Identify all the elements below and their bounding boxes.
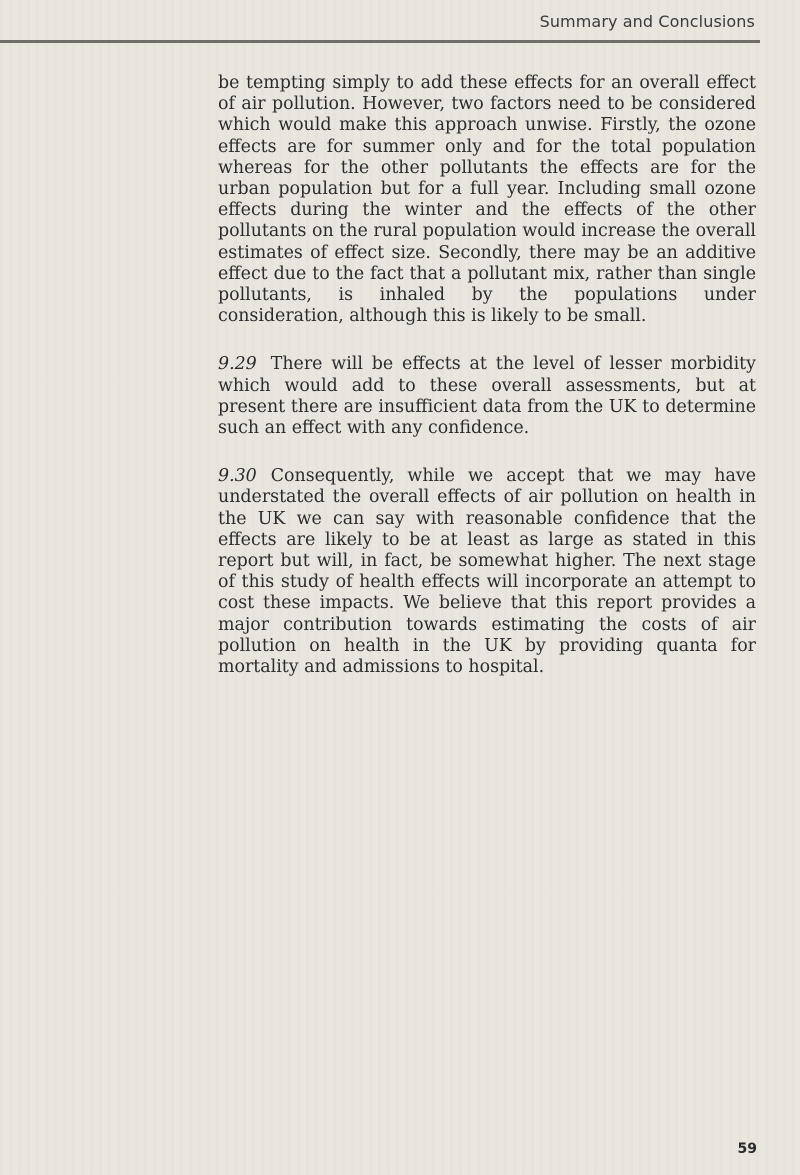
header-rule <box>0 40 760 43</box>
paragraph-9-30 <box>218 466 756 678</box>
paragraph-continuation <box>218 73 756 327</box>
paragraph-text: be tempting simply to add these effects for an overall effect of air pollution. However, two factors need to be considered which would make this approach unwise. Firstly, the ozone effects are for summer only and for the total population whereas for the other pollutants the effects are for the urban population but for a full year. Including small ozone effects during the winter and the effects of the other pollutants on the rural population would increase the overall estimates of effect size. Secondly, there may be an additive effect due to the fact that a pollutant mix, rather than single pollutants, is inhaled by the populations under consideration, although this is likely to be small. <box>218 73 756 327</box>
paragraph-9-29 <box>218 354 756 439</box>
paragraph-text: There will be effects at the level of lesser morbidity which would add to these overall assessments, but at present there are insufficient data from the UK to determine such an effect with any confidence. <box>218 354 756 439</box>
paragraph-number: 9.30 <box>218 466 257 487</box>
paragraph-number: 9.29 <box>218 354 257 375</box>
page-number: 59 <box>737 1141 757 1157</box>
body-text <box>218 73 756 705</box>
paragraph-text: Consequently, while we accept that we may have understated the overall effects of air pollution on health in the UK we can say with reasonable confidence that the effects are likely to be at least as large as stated in this report but will, in fact, be somewhat higher. The next stage of this study of health effects will incorporate an attempt to cost these impacts. We believe that this report provides a major contribution towards estimating the costs of air pollution on health in the UK by providing quanta for mortality and admissions to hospital. <box>218 466 756 678</box>
running-header: Summary and Conclusions <box>539 12 755 31</box>
